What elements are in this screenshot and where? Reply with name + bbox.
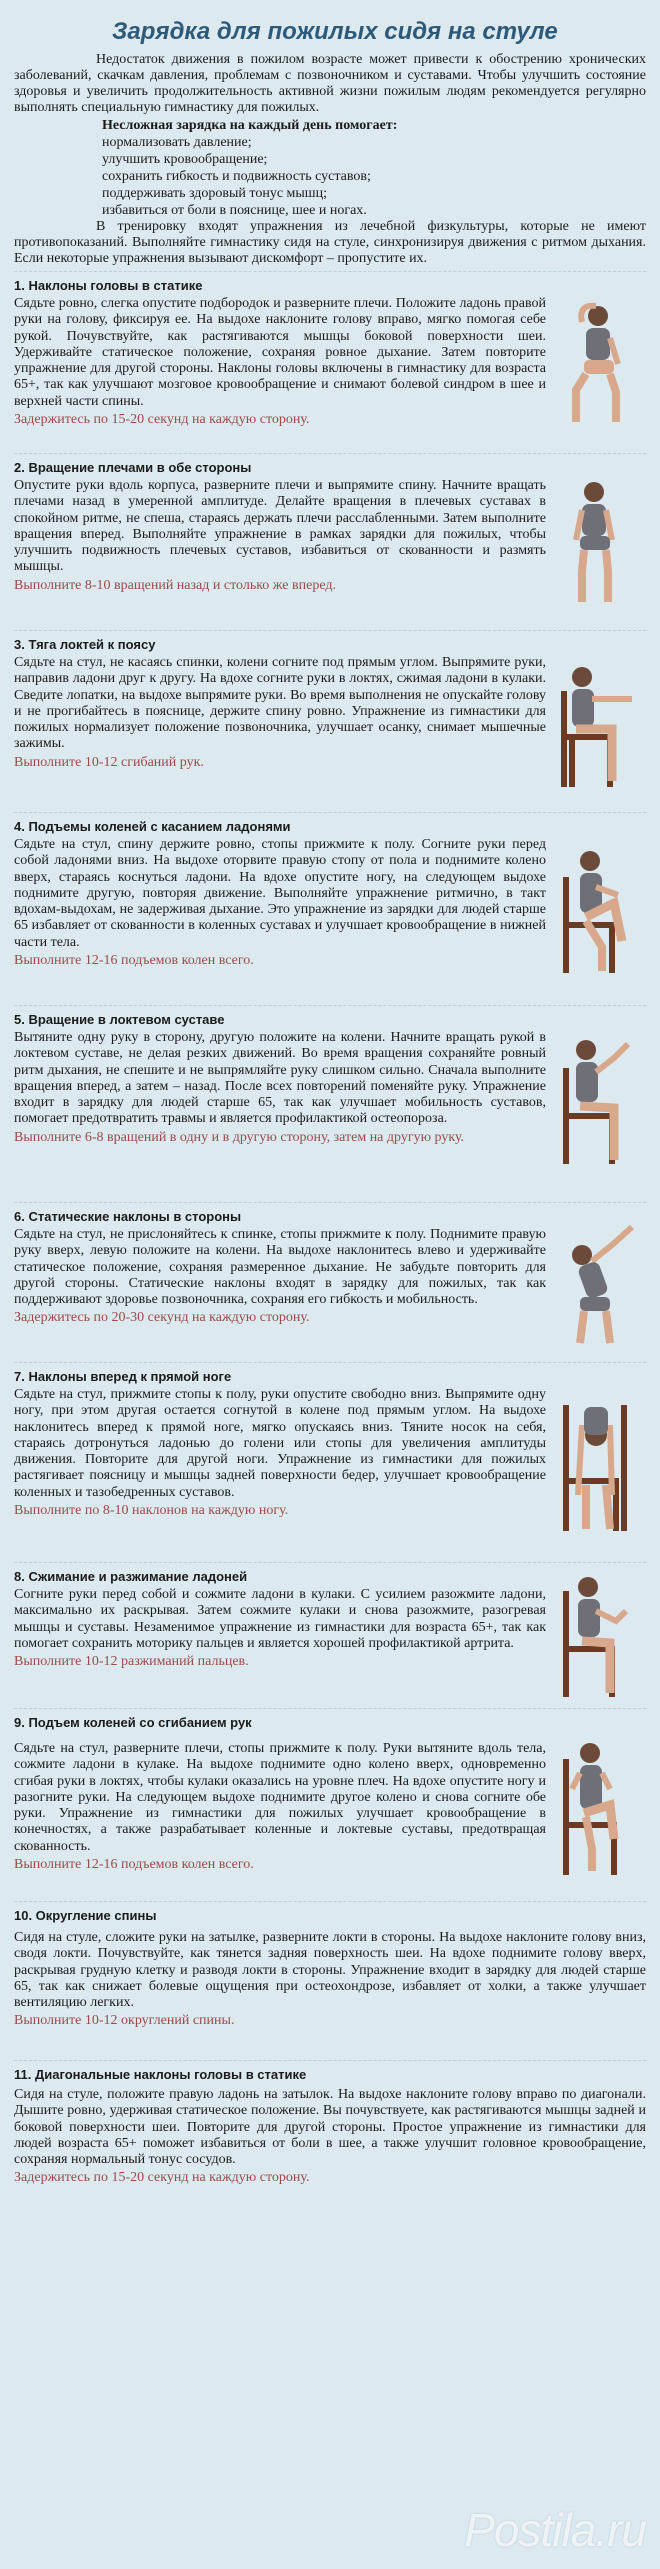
woman-shoulder-rolls-figure (552, 478, 636, 608)
exercise-section (14, 2060, 646, 2210)
exercise-section (14, 812, 646, 1005)
intro-paragraph-2: В тренировку входят упражнения из лечебной физкультуры, которые не имеют противопоказаний. Выполняйте гимнастику сидя на стуле, синхронизируя движения с ритмом дыхания. Если некоторые упражнения вызывают дискомфорт – пропустите их. (14, 219, 646, 266)
exercise-section (14, 1708, 646, 1901)
exercise-title: 6. Статические наклоны в стороны (14, 1209, 242, 1224)
exercise-title: 4. Подъемы коленей с касанием ладонями (14, 819, 291, 834)
exercise-text: Сидя на стуле, положите правую ладонь на затылок. На выдохе наклоните голову вправо по диагонали. Дышите ровно, удерживая статическое положение. Вы почувствуете, как растягиваются мышцы задней и боковой поверхности шеи. Повторите для другой стороны. Простое упражнение из гимнастики для людей возраста 65+ поможет избавиться от боли в шее, а также улучшит головное кровообращение, сохраняя нормальный тонус сосудов. (14, 2087, 646, 2168)
exercise-figure (552, 651, 642, 791)
woman-knee-raise-figure (552, 837, 638, 977)
benefit-item: сохранить гибкость и подвижность суставов; (102, 169, 371, 184)
woman-elbow-pull-figure (552, 651, 638, 791)
exercise-title: 1. Наклоны головы в статике (14, 278, 203, 293)
exercise-figure (552, 1217, 642, 1347)
woman-hand-squeeze-figure (552, 1571, 638, 1701)
exercise-note: Выполните 8-10 вращений назад и столько же вперед. (14, 577, 336, 593)
exercise-title: 3. Тяга локтей к поясу (14, 637, 156, 652)
exercise-section (14, 453, 646, 630)
exercise-text: Вытяните одну руку в сторону, другую положите на колени. Начните вращать рукой в локтевом суставе, не делая резких движений. Во время вращения сохраняйте ровный ритм дыхания, не спешите и не выпрямляйте руку слишком сильно. Сначала выполните вращения вперед, а затем – назад. После всех повторений поменяйте руку. Упражнение входит в зарядку для людей старше 65, так как улучшает мобильность суставов, помогает предотвратить травмы и является профилактикой остеопороза. (14, 1030, 546, 1127)
exercise-text: Сядьте на стул, спину держите ровно, стопы прижмите к полу. Согните руки перед собой ладонями вниз. На выдохе оторвите правую стопу от пола и поднимите колено вверх, стараясь коснуться ладони. На вдохе опустите ногу, на следующем выдохе поднимите другую, повторяя движение. Выполняйте упражнение ритмично, в такт вдохам-выдохам, не задерживая дыхание. Это упражнение из зарядки для людей старше 65 избавляет от скованности в коленных суставах и улучшает кровообращение в нижней части тела. (14, 837, 546, 950)
exercise-section (14, 1562, 646, 1708)
exercise-figure (552, 837, 642, 977)
exercise-text: Сядьте на стул, не прислоняйтесь к спинке, стопы прижмите к полу. Поднимите правую руку вверх, левую положите на колени. На выдохе наклонитесь влево и удерживайте статическое положение, сохраняя размеренное дыхание. Не забудьте повторить для другой стороны. Статические наклоны входят в зарядку для пожилых, так как поддерживают здоровье позвоночника, сохраняя его гибкость и мобильность. (14, 1227, 546, 1308)
exercise-text: Сидя на стуле, сложите руки на затылке, разверните локти в стороны. На выдохе наклоните голову вниз, сводя локти. Почувствуйте, как тянется задняя поверхность шеи. На вдохе поднимите голову вверх, раскрывая грудную клетку и разводя локти в стороны. Упражнение входит в зарядку для людей старше 65, так как снижает болевые ощущения при остеохондрозе, избавляет от холки, а также улучшает вентиляцию легких. (14, 1930, 646, 2011)
exercise-note: Выполните 12-16 подъемов колен всего. (14, 953, 254, 969)
benefits-list (102, 134, 646, 219)
exercise-title: 10. Округление спины (14, 1908, 157, 1923)
benefit-item: улучшить кровообращение; (102, 152, 268, 167)
intro-paragraph: Недостаток движения в пожилом возрасте может привести к обострению хронических заболеваний, скачкам давления, проблемам с позвоночником и суставами. Чтобы улучшить состояние здоровья и увеличить продолжительность активной жизни пожилым людям рекомендуется регулярно выполнять специальную гимнастику для пожилых. (14, 52, 646, 115)
exercise-figure (552, 1385, 642, 1535)
benefit-item: избавиться от боли в пояснице, шее и ногах. (102, 203, 367, 218)
exercise-note: Выполните 10-12 разжиманий пальцев. (14, 1654, 249, 1670)
exercise-text: Сядьте на стул, разверните плечи, стопы прижмите к полу. Руки вытяните вдоль тела, сожмите ладони в кулаке. На выдохе поднимите одно колено вверх, одновременно сгибая руки в локтях, чтобы кулаки оказались на уровне плеч. На вдохе опустите ногу и разогните руки. На следующем выдохе поднимите другое колено и снова согните обе руки. Упражнение из гимнастики для пожилых улучшает кровообращение в конечностях, а также разрабатывает коленные и локтевые суставы, предотвращая скованность. (14, 1741, 546, 1854)
exercise-title: 2. Вращение плечами в обе стороны (14, 460, 252, 475)
exercise-figure (552, 478, 642, 608)
exercise-note: Выполните по 8-10 наклонов на каждую ногу. (14, 1503, 289, 1519)
exercise-title: 11. Диагональные наклоны головы в статике (14, 2067, 307, 2082)
page-title: Зарядка для пожилых сидя на стуле (112, 18, 558, 45)
exercise-text: Сядьте на стул, прижмите стопы к полу, руки опустите свободно вниз. Выпрямите одну ногу, при этом другая остается согнутой в колене под прямым углом. На выдохе наклонитесь вперед к прямой ноге, мягко опускаясь вниз. Тяните носок на себя, стараясь дотронуться ладонью до голени или стопы для увеличения амплитуды движения. Повторите для другой ноги. Упражнение из гимнастики для пожилых растягивает поясницу и мышцы задней поверхности бедер, улучшает кровообращение коленных и тазобедренных суставов. (14, 1387, 546, 1500)
exercise-figure (552, 1028, 642, 1168)
exercise-note: Задержитесь по 20-30 секунд на каждую сторону. (14, 1310, 310, 1326)
exercise-figure (552, 1571, 642, 1701)
exercise-text: Опустите руки вдоль корпуса, разверните плечи и выпрямите спину. Начните вращать плечами назад в умеренной амплитуде. Делайте вращения в плечевых суставах в спокойном ритме, не спеша, стараясь держать плечи расслабленными. Затем выполните вращения вперед. Выполняйте упражнение в рамках зарядки для пожилых, чтобы улучшить подвижность плечевых суставов, избавиться от скованности и размять мышцы. (14, 478, 546, 575)
exercise-section (14, 271, 646, 453)
exercise-text: Сядьте ровно, слегка опустите подбородок и разверните плечи. Положите ладонь правой руки на голову, фиксируя ее. На выдохе наклоните голову вправо, мягко помогая себе рукой. Почувствуйте, как растягиваются мышцы боковой поверхности шеи. Удерживайте статическое положение, сохраняя ровное дыхание. Затем повторите упражнение для другой стороны. Наклоны головы включены в гимнастику для возраста 65+, так как улучшают мозговое кровообращение и снимают болевой синдром в шее и верхней части спины. (14, 296, 546, 409)
exercise-text: Сядьте на стул, не касаясь спинки, колени согните под прямым углом. Выпрямите руки, направив ладони друг к другу. На вдохе согните руки в локтях, сжимая ладони в кулаки. Сведите лопатки, на выдохе выпрямите руки. Во время выполнения не опускайте голову и не прогибайтесь в пояснице, держите спину ровно. Упражнение из гимнастики для пожилых нормализует положение позвоночника, улучшает осанку, снимает мышечные зажимы. (14, 655, 546, 752)
exercise-figure (552, 298, 642, 428)
benefits-heading: Несложная зарядка на каждый день помогает: (102, 118, 398, 133)
exercise-note: Выполните 10-12 округлений спины. (14, 2013, 235, 2029)
exercise-section (14, 1202, 646, 1362)
exercise-section (14, 1901, 646, 2060)
benefit-item: поддерживать здоровый тонус мышц; (102, 186, 327, 201)
exercise-figure (552, 1729, 642, 1879)
exercise-note: Выполните 6-8 вращений в одну и в другую сторону, затем на другую руку. (14, 1129, 465, 1145)
woman-knee-raise-curl-figure (552, 1729, 638, 1879)
woman-elbow-rotation-figure (552, 1028, 638, 1168)
exercise-section (14, 630, 646, 812)
exercise-title: 5. Вращение в локтевом суставе (14, 1012, 225, 1027)
exercise-note: Выполните 12-16 подъемов колен всего. (14, 1857, 254, 1873)
watermark-logo: Postila.ru (464, 2504, 646, 2556)
exercise-title: 7. Наклоны вперед к прямой ноге (14, 1369, 232, 1384)
woman-side-bend-figure (552, 1217, 638, 1347)
exercise-section (14, 1362, 646, 1562)
exercise-text: Согните руки перед собой и сожмите ладони в кулаки. С усилием разожмите ладони, максимально их раскрывая. Затем сожмите кулаки и снова разожмите, разогревая мышцы и суставы. Незаменимое упражнение из гимнастики для возраста 65+, так как помогает сохранить моторику пальцев и является хорошей профилактикой артрита. (14, 1587, 546, 1651)
exercise-title: 8. Сжимание и разжимание ладоней (14, 1569, 248, 1584)
exercise-note: Задержитесь по 15-20 секунд на каждую сторону. (14, 412, 310, 428)
woman-forward-bend-figure (552, 1385, 638, 1535)
exercise-note: Задержитесь по 15-20 секунд на каждую сторону. (14, 2170, 310, 2186)
exercise-title: 9. Подъем коленей со сгибанием рук (14, 1715, 252, 1730)
exercise-note: Выполните 10-12 сгибаний рук. (14, 754, 204, 770)
intro (14, 52, 646, 267)
woman-head-tilt-figure (552, 298, 636, 428)
benefit-item: нормализовать давление; (102, 135, 252, 150)
exercise-section (14, 1005, 646, 1202)
